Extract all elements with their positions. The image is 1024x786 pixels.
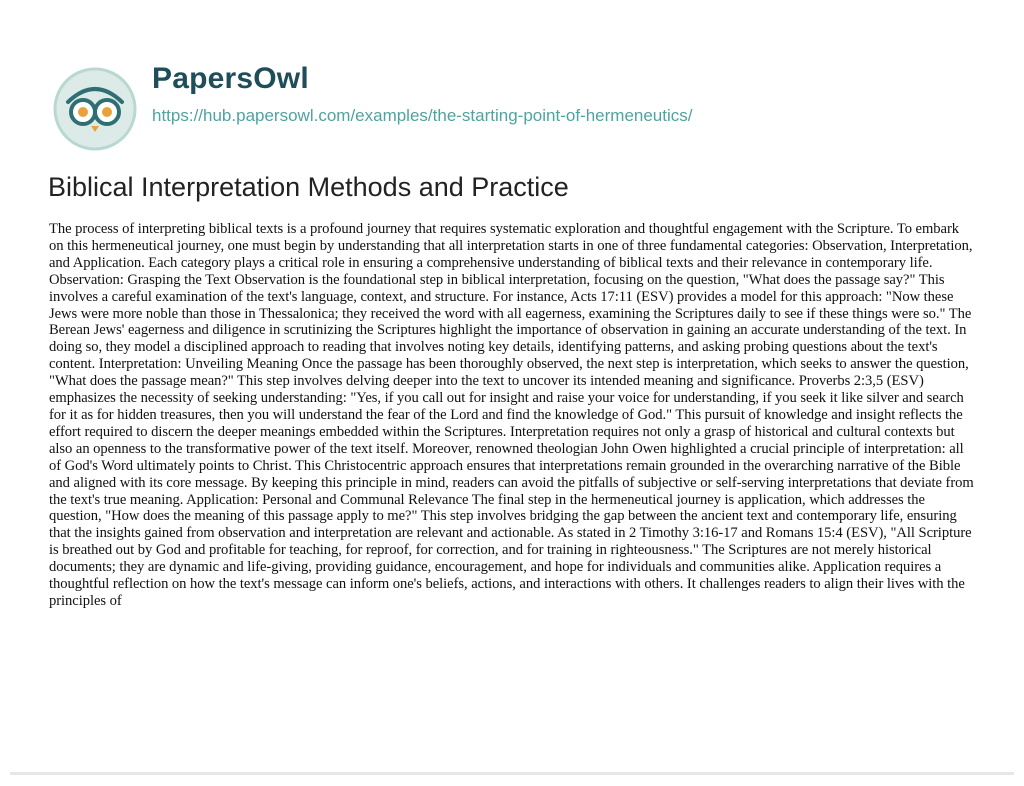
owl-eyes-icon[interactable] xyxy=(50,64,140,154)
brand-name[interactable]: PapersOwl xyxy=(152,62,309,95)
source-url-link[interactable]: https://hub.papersowl.com/examples/the-starting-point-of-hermeneutics/ xyxy=(152,106,693,125)
article-body: The process of interpreting biblical texts is a profound journey that requires systematic exploration and thoughtful engagement with the Scripture. To embark on this hermeneutical journey, one must begin by understanding that all interpretation starts in one of three fundamental categories: Observation, Interpretation, and Application. Each category plays a critical role in ensuring a comprehensive understanding of biblical texts and their relevance in contemporary life. Observation: Grasping the Text Observation is the foundational step in biblical interpretation, focusing on the question, "What does the passage say?" This involves a careful examination of the text's language, context, and structure. For instance, Acts 17:11 (ESV) provides a model for this approach: "Now these Jews were more noble than those in Thessalonica; they received the word with all eagerness, examining the Scriptures daily to see if these things were so." The Berean Jews' eagerness and diligence in scrutinizing the Scriptures highlight the importance of observation in gaining an accurate understanding of the text. In doing so, they model a disciplined approach to reading that involves noting key details, identifying patterns, and asking probing questions about the text's content. Interpretation: Unveiling Meaning Once the passage has been thoroughly observed, the next step is interpretation, which seeks to answer the question, "What does the passage mean?" This step involves delving deeper into the text to uncover its intended meaning and significance. Proverbs 2:3,5 (ESV) emphasizes the necessity of seeking understanding: "Yes, if you call out for insight and raise your voice for understanding, if you seek it like silver and search for it as for hidden treasures, then you will understand the fear of the Lord and find the knowledge of God." This pursuit of knowledge and insight reflects the effort required to discern the deeper meanings embedded within the Scriptures. Interpretation requires not only a grasp of historical and cultural contexts but also an openness to the transformative power of the text itself. Moreover, renowned theologian John Owen highlighted a crucial principle of interpretation: all of God's Word ultimately points to Christ. This Christocentric approach ensures that interpretations remain grounded in the overarching narrative of the Bible and aligned with its core message. By keeping this principle in mind, readers can avoid the pitfalls of subjective or self-serving interpretations that deviate from the text's true meaning. Application: Personal and Communal Relevance The final step in the hermeneutical journey is application, which addresses the question, "How does the meaning of this passage apply to me?" This step involves bridging the gap between the ancient text and contemporary life, ensuring that the insights gained from observation and interpretation are relevant and actionable. As stated in 2 Timothy 3:16-17 and Romans 15:4 (ESV), "All Scripture is breathed out by God and profitable for teaching, for reproof, for correction, and for training in righteousness." The Scriptures are not merely historical documents; they are dynamic and life-giving, providing guidance, encouragement, and hope for individuals and communities alike. Application requires a thoughtful reflection on how the text's message can inform one's beliefs, actions, and interactions with others. It challenges readers to align their lives with the principles of xyxy=(49,221,974,609)
site-header xyxy=(0,0,1024,160)
footer-divider xyxy=(10,772,1014,775)
article-title: Biblical Interpretation Methods and Practice xyxy=(48,172,569,202)
